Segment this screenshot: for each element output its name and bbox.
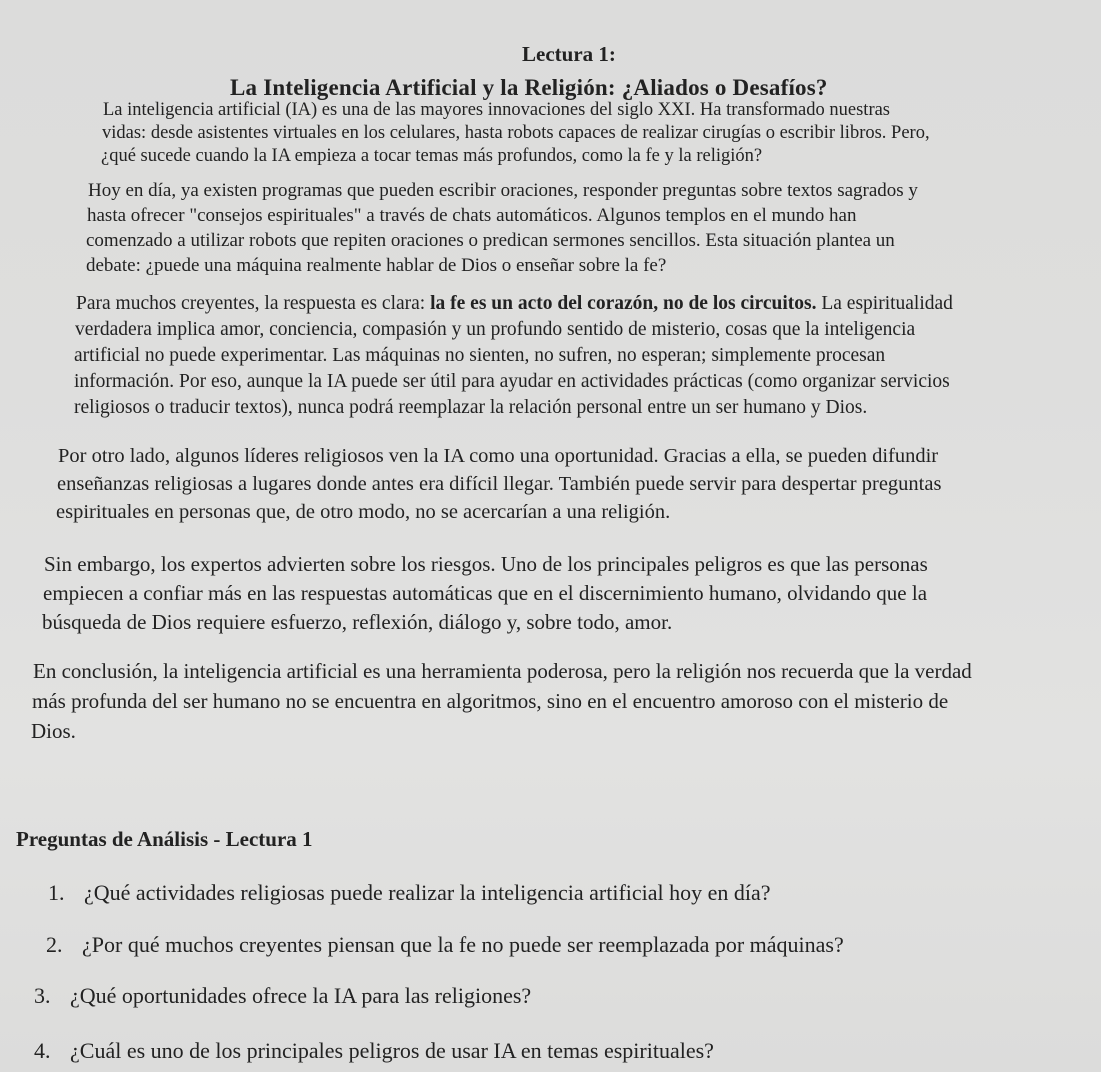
paragraph-line: más profunda del ser humano no se encuentra en algoritmos, sino en el encuentro amoroso con el misterio de (32, 689, 949, 713)
paragraph-line: comenzado a utilizar robots que repiten oraciones o predican sermones sencillos. Esta situación plantea un (86, 230, 895, 251)
paragraph-line: empiecen a confiar más en las respuestas automáticas que en el discernimiento humano, olvidando que la (43, 581, 928, 605)
paragraph-line: Por otro lado, algunos líderes religiosos ven la IA como una oportunidad. Gracias a ella, se pueden difundir (58, 445, 939, 467)
paragraph-text: La espiritualidad (816, 293, 953, 314)
question-text: ¿Cuál es uno de los principales peligros de usar IA en temas espirituales? (70, 1038, 714, 1063)
question-item (48, 882, 771, 904)
paragraph-line (76, 294, 953, 314)
paragraph-line: vidas: desde asistentes virtuales en los celulares, hasta robots capaces de realizar cirugías o escribir libros. Pero, (102, 123, 930, 143)
question-item (34, 985, 531, 1007)
question-item (34, 1040, 714, 1062)
paragraph-line: enseñanzas religiosas a lugares donde antes era difícil llegar. También puede servir para despertar preguntas (57, 473, 942, 495)
question-text: ¿Qué actividades religiosas puede realizar la inteligencia artificial hoy en día? (84, 880, 771, 905)
paragraph-line: Dios. (31, 719, 76, 743)
questions-section-title: Preguntas de Análisis - Lectura 1 (16, 827, 313, 851)
page-title: La Inteligencia Artificial y la Religión: ¿Aliados o Desafíos? (230, 75, 828, 100)
paragraph-line: hasta ofrecer "consejos espirituales" a través de chats automáticos. Algunos templos en el mundo han (87, 205, 857, 226)
paragraph-line: espirituales en personas que, de otro modo, no se acercarían a una religión. (56, 501, 671, 523)
question-number: 2. (46, 932, 63, 957)
paragraph-line: búsqueda de Dios requiere esfuerzo, reflexión, diálogo y, sobre todo, amor. (42, 610, 673, 634)
question-number: 4. (34, 1038, 51, 1063)
paragraph-line: Sin embargo, los expertos advierten sobre los riesgos. Uno de los principales peligros es que las personas (44, 552, 928, 576)
paragraph-line: información. Por eso, aunque la IA puede ser útil para ayudar en actividades prácticas (como organizar servicios (74, 371, 950, 392)
paragraph-line: verdadera implica amor, conciencia, compasión y un profundo sentido de misterio, cosas que la inteligencia (75, 319, 916, 340)
paragraph-line: Hoy en día, ya existen programas que pueden escribir oraciones, responder preguntas sobre textos sagrados y (88, 180, 918, 201)
paragraph-line: ¿qué sucede cuando la IA empieza a tocar temas más profundos, como la fe y la religión? (101, 146, 763, 166)
paragraph-line: En conclusión, la inteligencia artificial es una herramienta poderosa, pero la religión nos recuerda que la verdad (33, 659, 972, 683)
question-item (46, 934, 844, 956)
paragraph-line: La inteligencia artificial (IA) es una de las mayores innovaciones del siglo XXI. Ha transformado nuestras (103, 100, 891, 120)
question-number: 1. (48, 880, 65, 905)
lectura-label: Lectura 1: (522, 42, 616, 66)
paragraph-line: debate: ¿puede una máquina realmente hablar de Dios o enseñar sobre la fe? (86, 255, 667, 276)
paragraph-text: Para muchos creyentes, la respuesta es clara: (76, 293, 431, 314)
paragraph-line: artificial no puede experimentar. Las máquinas no sienten, no sufren, no esperan; simplemente procesan (74, 345, 886, 366)
question-number: 3. (34, 983, 51, 1008)
emphasized-text: la fe es un acto del corazón, no de los circuitos. (430, 293, 817, 314)
question-text: ¿Qué oportunidades ofrece la IA para las religiones? (70, 983, 532, 1008)
paragraph-line: religiosos o traducir textos), nunca podrá reemplazar la relación personal entre un ser humano y Dios. (74, 397, 868, 418)
question-text: ¿Por qué muchos creyentes piensan que la fe no puede ser reemplazada por máquinas? (82, 932, 844, 957)
